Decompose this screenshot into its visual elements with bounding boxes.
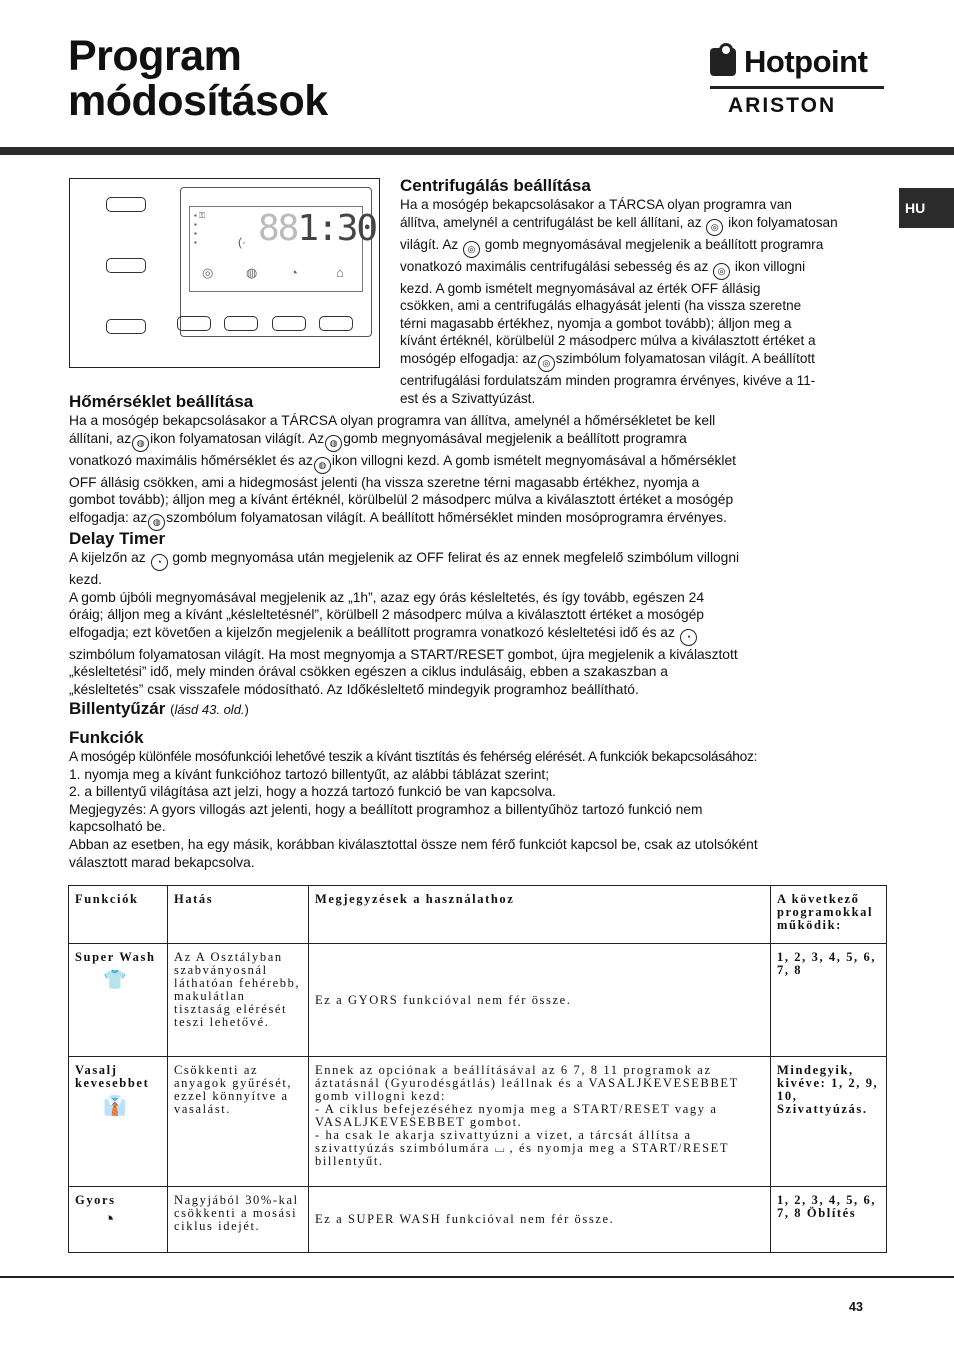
quick-wash-icon: ◔ bbox=[103, 1209, 115, 1230]
drain-icon: ⌴ bbox=[494, 1141, 505, 1155]
function-name: Gyors ◔ bbox=[69, 1187, 168, 1253]
function-programs: 1, 2, 3, 4, 5, 6, 7, 8 Öblítés bbox=[771, 1187, 887, 1253]
function-programs: Mindegyik, kivéve: 1, 2, 9, 10, Szivattyúzás. bbox=[771, 1057, 887, 1187]
function-notes: Ez a GYORS funkcióval nem fér össze. bbox=[309, 944, 771, 1057]
temperature-icon: ◍ bbox=[325, 435, 342, 452]
functions-table bbox=[68, 885, 887, 1253]
function-effect: Nagyjából 30%-kal csökkenti a mosási ciklus idejét. bbox=[168, 1187, 309, 1253]
table-header-row bbox=[69, 886, 887, 944]
temperature-icon: ◍ bbox=[246, 265, 258, 280]
temperature-heading: Hőmérséklet beállítása bbox=[69, 392, 254, 411]
super-wash-icon: 👕 bbox=[103, 970, 127, 991]
logo-divider bbox=[710, 86, 884, 89]
table-header: Funkciók bbox=[69, 886, 168, 944]
panel-button bbox=[106, 258, 146, 273]
functions-text: A mosógép különféle mosófunkciói lehetővé teszik a kívánt tisztítás és fehérség elérését. A funkciók bekapcsolásához: 1. nyomja meg a kívánt funkcióhoz tartozó billentyűt, az alábbi táblázat szerint; 2. a billentyű világítása azt jelzi, hogy a hozzá tartozó funkció be van kapcsolva. Megjegyzés: A gyors villogás azt jelenti, hogy a beállított programhoz a billentyűhöz tartozó funkció nem kapcsolható be. Abban az esetben, ha egy másik, korábban kiválasztottal össze nem férő funkciót kapcsol be, csak az utolsóként választott marad bekapcsolva. bbox=[69, 749, 758, 870]
sound-icon: (· bbox=[238, 235, 246, 249]
brand-name: Hotpoint bbox=[744, 44, 868, 79]
spin-icon: ◎ bbox=[202, 265, 214, 280]
spin-heading: Centrifugálás beállítása bbox=[400, 176, 591, 195]
key-lock-heading: Billentyűzár (lásd 43. old.) bbox=[69, 699, 249, 718]
easy-iron-icon: 👔 bbox=[103, 1096, 127, 1117]
spin-icon: ◎ bbox=[463, 241, 480, 258]
page-title: Program módosítások bbox=[68, 32, 328, 125]
panel-button bbox=[106, 319, 146, 334]
delay-timer-icon: ◔ bbox=[290, 265, 298, 280]
page-number: 43 bbox=[849, 1300, 863, 1314]
table-row bbox=[69, 1187, 887, 1253]
function-name: Super Wash 👕 bbox=[69, 944, 168, 1057]
control-panel-illustration bbox=[69, 178, 380, 368]
hotpoint-mark-icon bbox=[710, 48, 736, 76]
table-header: Megjegyzések a használathoz bbox=[309, 886, 771, 944]
delay-timer-icon: ◔ bbox=[680, 629, 697, 646]
delay-timer-text: A kijelzőn az ◔ gomb megnyomása után megjelenik az OFF felirat és az ennek megfelelő szimbólum villogni kezd. A gomb újbóli megnyomásával megjelenik az „1h”, azaz egy órás késleltetés, és így tovább, egészen 24 óráig; álljon meg a kívánt „késleltetésnél”, körülbell 2 másodperc múlva a kiválasztott értéket a mosógép elfogadja; ezt követően a kijelzőn megjelenik a beállított programra vonatkozó késleltetési idő és az ◔ szimbólum folyamatosan világít. Ha most megnyomja a START/RESET gombot, újra megjelenik a kiválasztott „késleltetési” idő, mely minden órával csökken egészen a ciklus indulásáig, ebben a szakaszban a „késleltetés” csak visszafele módosítható. Az Időkésleltető mindegyik programhoz beállítható. bbox=[69, 550, 740, 697]
footer-divider bbox=[0, 1276, 954, 1278]
status-icons: ▪ ⚿ ▪ ▪ ▪ bbox=[194, 211, 206, 247]
key-lock-section bbox=[69, 699, 873, 720]
function-programs: 1, 2, 3, 4, 5, 6, 7, 8 bbox=[771, 944, 887, 1057]
delay-timer-icon: ◔ bbox=[151, 554, 168, 571]
panel-button bbox=[177, 316, 211, 331]
table-row bbox=[69, 1057, 887, 1187]
table-row bbox=[69, 944, 887, 1057]
temperature-text: Ha a mosógép bekapcsolásakor a TÁRCSA olyan programra van állítva, amelynél a hőmérsékletet be kell állítani, az ◍ ikon folyamatosan világít. Az ◍ gomb megnyomásával megjelenik a beállított programra vonatkozó maximális hőmérséklet és az ◍ ikon villogni kezd. A gomb ismételt megnyomásával a hőmérséklet OFF állásig csökken, ami a hidegmosást jelenti (ha vissza szeretne térni magasabb értékhez, nyomja a gombot tovább); álljon meg a kívánt értéknél, körülbelül 2 másodperc múlva a kiválasztott értéket a mosógép elfogadja: az ◍ szombólum folyamatosan világít. A beállított hőmérséklet minden mosóprogramra érvényes. bbox=[69, 412, 873, 531]
delay-timer-section bbox=[69, 529, 873, 699]
spin-icon: ◎ bbox=[713, 263, 730, 280]
language-tab: HU bbox=[899, 188, 954, 228]
spin-icon: ◎ bbox=[538, 355, 555, 372]
display-unit bbox=[180, 187, 377, 337]
panel-button bbox=[272, 316, 306, 331]
temperature-icon: ◍ bbox=[132, 435, 149, 452]
panel-button bbox=[106, 197, 146, 212]
temperature-icon: ◍ bbox=[148, 514, 165, 531]
table-header: Hatás bbox=[168, 886, 309, 944]
header-divider bbox=[0, 147, 954, 155]
spin-text: Ha a mosógép bekapcsolásakor a TÁRCSA olyan programra van állítva, amelynél a centrifugálást be kell állítani, az ◎ ikon folyamatosan világít. Az ◎ gomb megnyomásával megjelenik a beállított programra vonatkozó maximális centrifugálási sebesség és az ◎ ikon villogni kezd. A gomb ismételt megnyomásával az érték OFF állásig csökken, ami a centrifugálás elhagyását jelenti (ha vissza szeretne térni magasabb értékhez, nyomja a gombot tovább); álljon meg a kívánt értéknél, körülbelül 2 másodperc múlva a kiválasztott értéket a mosógép elfogadja: az ◎ szimbólum folyamatosan világít. A beállított centrifugálási fordulatszám minden programra érvényes, kivéve a 11- est és a Szivattyúzást. bbox=[400, 197, 838, 406]
time-display: 881:30 bbox=[258, 208, 377, 249]
function-notes: Ennek az opciónak a beállításával az 6 7, 8 11 programok az áztatásnál (Gyurodésgátlás) leállnak és a VASALJKEVESEBBET gomb villogni kezd: - A ciklus befejezéséhez nyomja meg a START/RESET vagy a VASALJKEVESEBBET gombot. - ha csak le akarja szivattyúzni a vizet, a tárcsát állítsa a szivattyúzás szimbólumára ⌴ , és nyomja meg a START/RESET billentyűt. bbox=[309, 1057, 771, 1187]
functions-section bbox=[69, 728, 873, 871]
lcd-screen bbox=[189, 206, 377, 292]
lock-icon: ⌂ bbox=[336, 265, 344, 280]
spin-icon: ◎ bbox=[706, 219, 723, 236]
temperature-icon: ◍ bbox=[314, 457, 331, 474]
spin-section bbox=[400, 176, 875, 407]
functions-heading: Funkciók bbox=[69, 728, 144, 747]
table-header: A következő programokkal működik: bbox=[771, 886, 887, 944]
function-name: Vasalj kevesebbet 👔 bbox=[69, 1057, 168, 1187]
panel-button bbox=[319, 316, 353, 331]
brand-logo bbox=[710, 44, 886, 120]
function-effect: Csökkenti az anyagok gyűrését, ezzel könnyítve a vasalást. bbox=[168, 1057, 309, 1187]
delay-timer-heading: Delay Timer bbox=[69, 529, 166, 548]
function-effect: Az A Osztályban szabványosnál láthatóan fehérebb, makulátlan tisztaság elérését teszi lehetővé. bbox=[168, 944, 309, 1057]
panel-button bbox=[224, 316, 258, 331]
function-notes: Ez a SUPER WASH funkcióval nem fér össze. bbox=[309, 1187, 771, 1253]
brand-subname: ARISTON bbox=[728, 94, 837, 117]
temperature-section bbox=[69, 392, 873, 531]
